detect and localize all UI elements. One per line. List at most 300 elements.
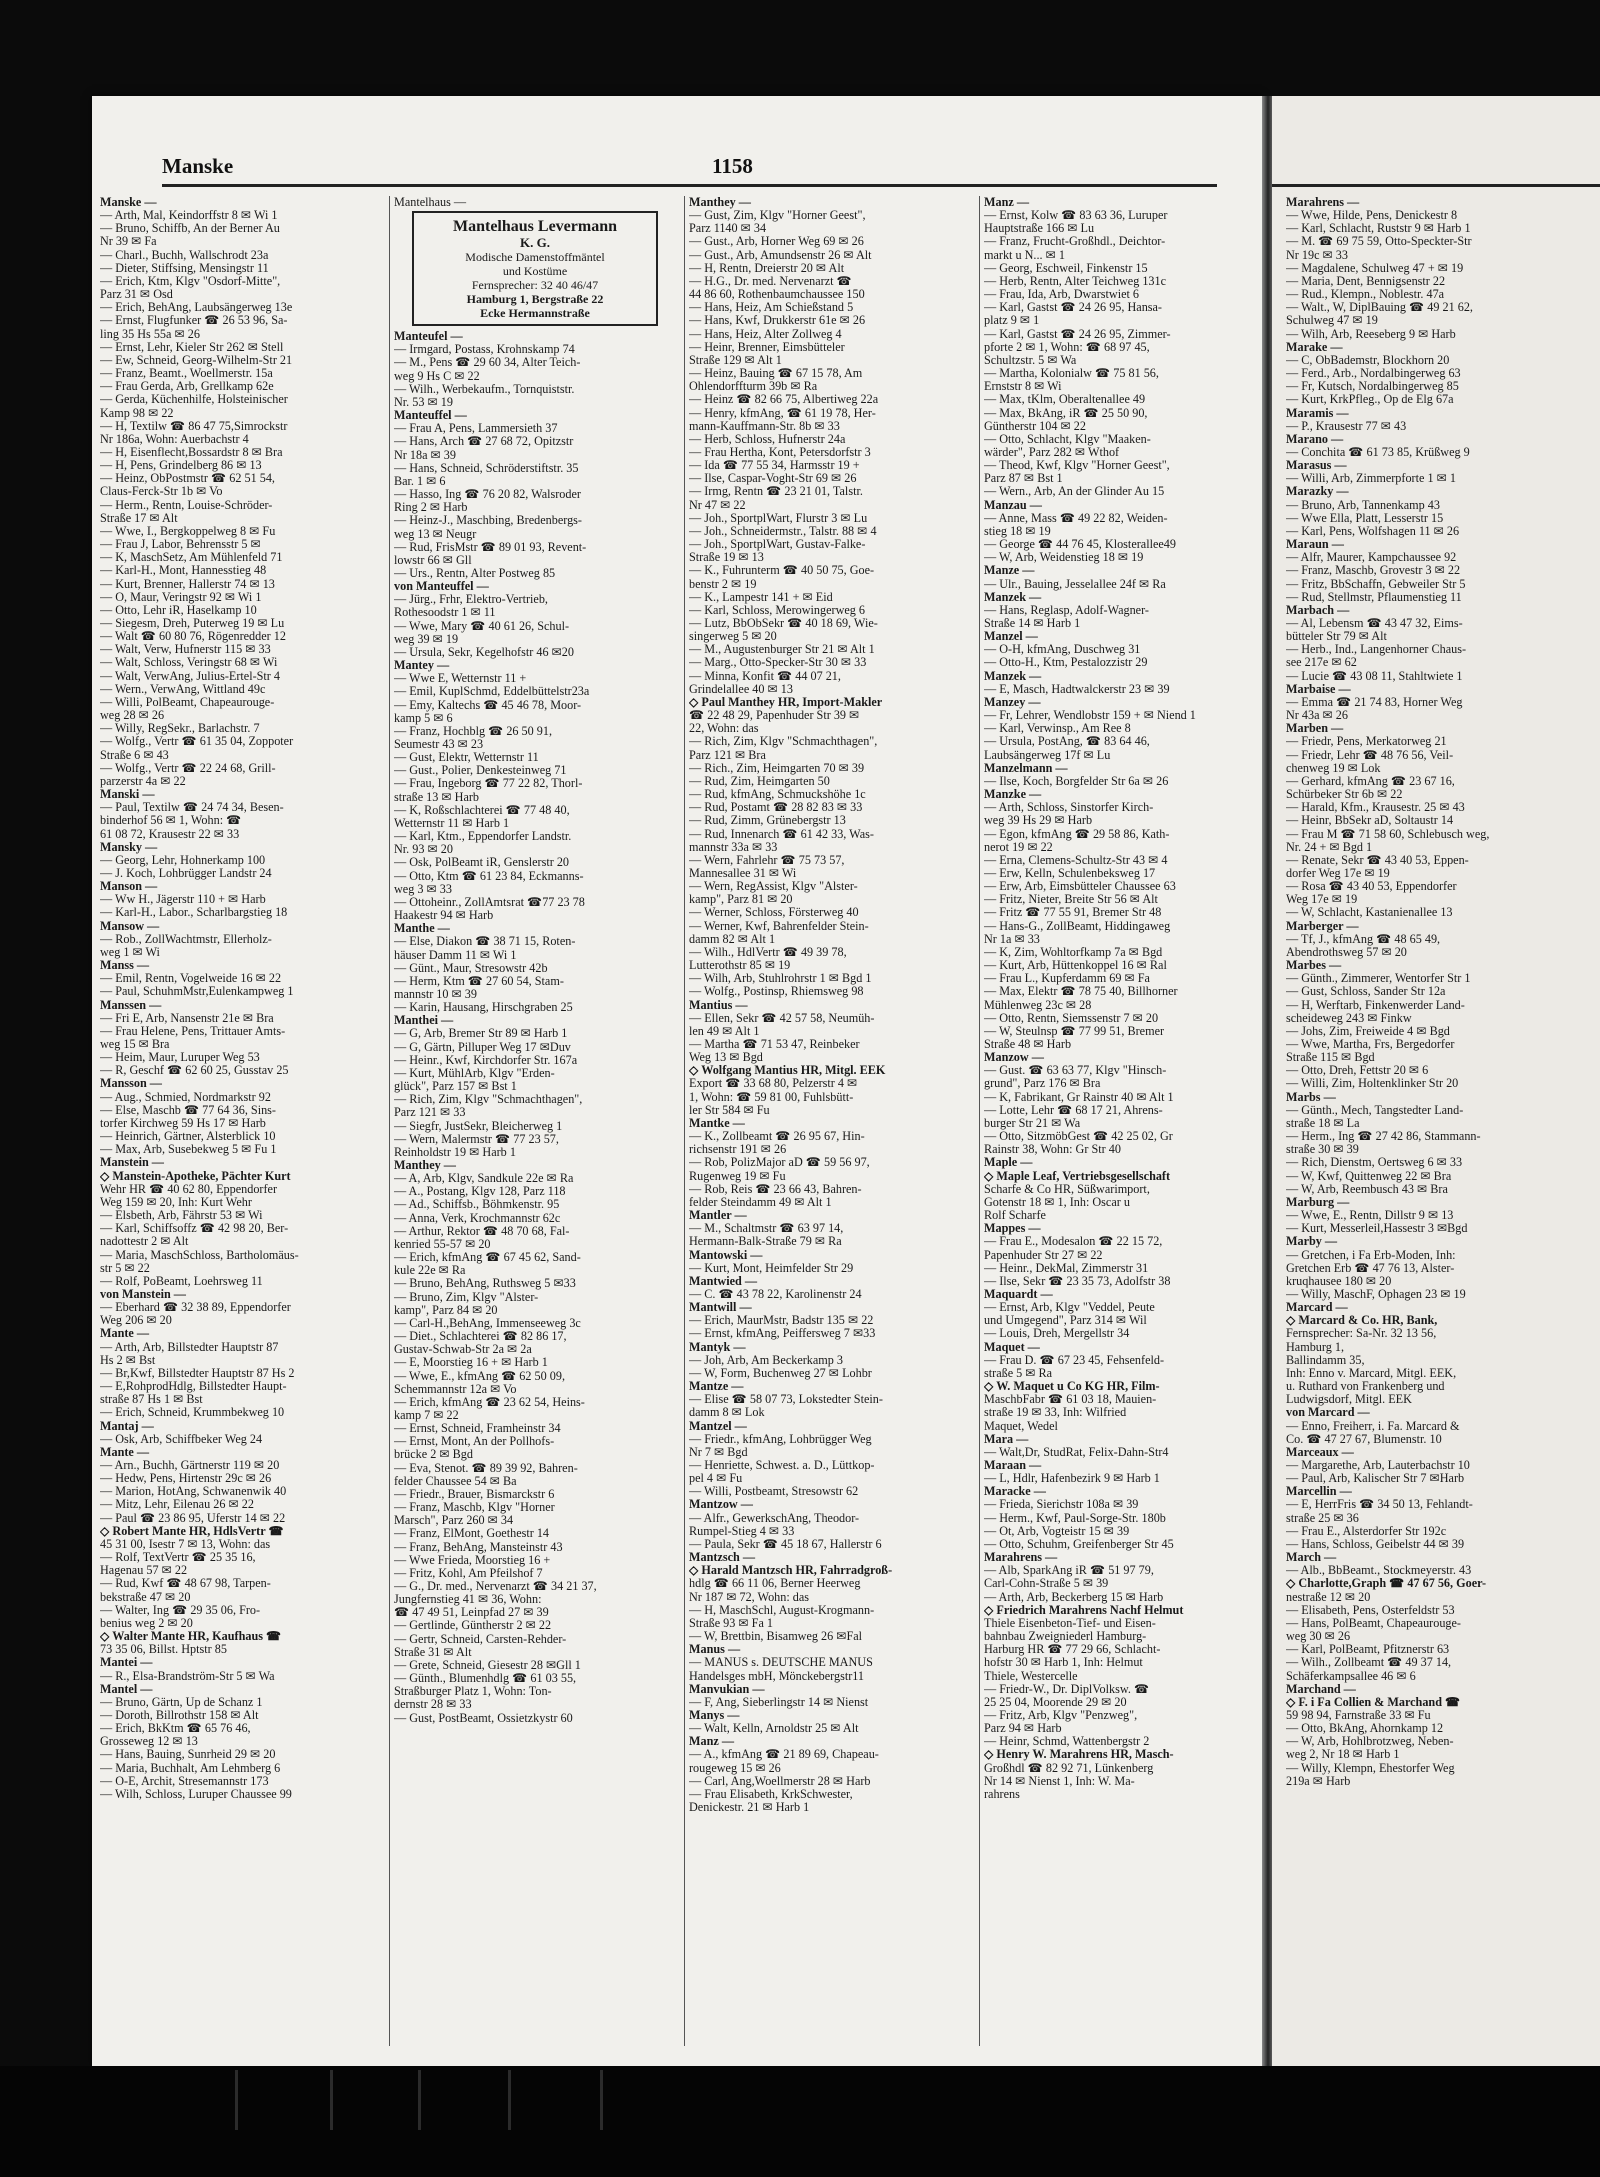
entry-line: weg 13 ✉ Neugr (394, 527, 477, 541)
entry-line: — Rud, Innenarch ☎ 61 42 33, Was- (689, 827, 874, 841)
entry-line: straße 5 ✉ Ra (984, 1366, 1053, 1380)
entry-line: Claus-Ferck-Str 1b ✉ Vo (100, 485, 223, 499)
entry-line: — Otto, Schlacht, Klgv "Maaken- (984, 432, 1151, 446)
entry-line: — Eberhard ☎ 32 38 89, Eppendorfer (100, 1301, 291, 1315)
entry-line: — Karl-H., Mont, Hannesstieg 48 (100, 564, 267, 578)
entry-line: — Fritz, BbSchaffn, Gebweiler Str 5 (1286, 577, 1466, 591)
entry-line: weg 28 ✉ 26 (100, 709, 165, 723)
entry-line: — Hans, Bauing, Sunrheid 29 ✉ 20 (100, 1748, 276, 1762)
entry-line: — Karl, Verwinsp., Am Ree 8 (984, 722, 1131, 736)
surname-heading: Maquardt — (984, 1287, 1053, 1301)
entry-line: — Arthur, Rektor ☎ 48 70 68, Fal- (394, 1224, 570, 1238)
surname-heading: Manzow — (984, 1051, 1044, 1065)
entry-line: — Heinz, ObPostmstr ☎ 62 51 54, (100, 472, 275, 486)
entry-line: — Fritz, Kohl, Am Pfeilshof 7 (394, 1566, 543, 1580)
entry-line: — Wwe, E., Rentn, Dillstr 9 ✉ 13 (1286, 1209, 1454, 1223)
entry-line: Ludwigsdorf, Mitgl. EEK (1286, 1393, 1412, 1407)
entry-line: — Erich, Ktm, Klgv "Osdorf-Mitte", (100, 274, 281, 288)
entry-line: — R, Geschf ☎ 62 60 25, Gusstav 25 (100, 1064, 289, 1078)
entry-line: — Maria, MaschSchloss, Bartholomäus- (100, 1248, 299, 1262)
entry-line: — Joh., SportplWart, Gustav-Falke- (689, 538, 866, 552)
entry-line: — Emil, Rentn, Vogelweide 16 ✉ 22 (100, 972, 282, 986)
entry-line: — Frau Gerda, Arb, Grellkamp 62e (100, 380, 274, 394)
entry-line: — Erich, kfmAng ☎ 67 45 62, Sand- (394, 1251, 581, 1265)
entry-line: hdlg ☎ 66 11 06, Berner Heerweg (689, 1577, 861, 1591)
entry-line: — Rud., Klempn., Noblestr. 47a (1286, 288, 1445, 302)
entry-line: — Günt., Maur, Stresowstr 42b (394, 961, 548, 975)
entry-line: Maquet, Wedel (984, 1419, 1058, 1433)
ad-address: Hamburg 1, Bergstraße 22 (466, 292, 604, 307)
entry-line: Inh: Enno v. Marcard, Mitgl. EEK, (1286, 1366, 1457, 1380)
entry-line: — Paul, Textilw ☎ 24 74 34, Besen- (100, 801, 284, 815)
entry-line: ◇ Charlotte,Graph ☎ 47 67 56, Goer- (1286, 1577, 1487, 1591)
entry-line: — Fr, Lehrer, Wendlobstr 159 + ✉ Niend 1 (984, 709, 1196, 723)
entry-line: — Bruno, Arb, Tannenkamp 43 (1286, 498, 1440, 512)
surname-heading: Maramis — (1286, 406, 1349, 420)
ad-line: Modische Damenstoffmäntel (465, 250, 605, 265)
entry-line: — Hans, Reglasp, Adolf-Wagner- (984, 603, 1149, 617)
entry-line: Marsch", Parz 260 ✉ 34 (394, 1514, 514, 1528)
surname-heading: von Manstein — (100, 1287, 186, 1301)
ad-kg: K. G. (520, 235, 550, 251)
entry-line: benstr 2 ✉ 19 (689, 577, 757, 591)
entry-line: — H, Rentn, Dreierstr 20 ✉ Alt (689, 261, 845, 275)
entry-line: 1, Wohn: ☎ 59 81 00, Fuhlsbütt- (689, 1090, 854, 1104)
entry-line: — G., Dr. med., Nervenarzt ☎ 34 21 37, (394, 1580, 597, 1593)
entry-line: benius weg 2 ✉ 20 (100, 1616, 193, 1630)
surname-heading: Manzelmann — (984, 761, 1068, 775)
entry-line: — Marion, HotAng, Schwanenwik 40 (100, 1485, 287, 1499)
entry-line: — Henry, kfmAng, ☎ 61 19 78, Her- (689, 406, 876, 420)
ad-phone: Fernsprecher: 32 40 46/47 (471, 278, 599, 293)
entry-line: — Gust. ☎ 63 63 77, Klgv "Hinsch- (984, 1064, 1167, 1078)
entry-line: — Franz, Maschb, Klgv "Horner (394, 1501, 555, 1515)
entry-line: — Wwe, Mary ☎ 40 61 26, Schul- (394, 619, 570, 633)
entry-line: weg 2, Nr 18 ✉ Harb 1 (1286, 1748, 1400, 1762)
entry-line: — Urs., Rentn, Alter Postweg 85 (394, 566, 556, 580)
entry-line: — Joh., SportplWart, Flurstr 3 ✉ Lu (689, 511, 868, 525)
entry-line: mann-Kauffmann-Str. 8b ✉ 33 (689, 419, 840, 433)
entry-line: — Willi, Arb, Zimmerpforte 1 ✉ 1 (1286, 472, 1456, 486)
entry-line: — H, Pens, Grindelberg 86 ✉ 13 (100, 459, 262, 473)
entry-line: — Otto, Dreh, Fettstr 20 ✉ 6 (1286, 1064, 1429, 1078)
film-mark (235, 2070, 238, 2130)
entry-line: Parz 87 ✉ Bst 1 (984, 472, 1063, 486)
entry-line: — H, Textilw ☎ 86 47 75,Simrockstr (100, 419, 288, 433)
surname-heading: Marasus — (1286, 459, 1347, 473)
entry-line: Rolf Scharfe (984, 1209, 1046, 1223)
surname-heading: Mantei — (100, 1656, 153, 1670)
entry-line: brücke 2 ✉ Bgd (394, 1448, 473, 1462)
entry-line: — Walt, Verw, Hufnerstr 115 ✉ 33 (100, 643, 271, 657)
entry-line: — Rob, Reis ☎ 23 66 43, Bahren- (689, 1182, 862, 1196)
entry-line: — G, Arb, Bremer Str 89 ✉ Harb 1 (394, 1027, 568, 1041)
entry-line: weg 15 ✉ Bra (100, 1038, 170, 1051)
entry-line: Ballindamm 35, (1286, 1353, 1365, 1367)
entry-line: Handelsges mbH, Mönckebergstr11 (689, 1669, 864, 1683)
entry-line: — Theod, Kwf, Klgv "Horner Geest", (984, 459, 1170, 473)
entry-line: — Siegesm, Dreh, Puterweg 19 ✉ Lu (100, 617, 285, 630)
entry-line: — Frau J, Labor, Behrensstr 5 ✉ (100, 538, 261, 552)
entry-line: — Wilh, Arb, Stuhlrohrstr 1 ✉ Bgd 1 (689, 972, 872, 986)
surname-heading: Manthey — (689, 196, 751, 209)
entry-line: — Wern, RegAssist, Klgv "Alster- (689, 880, 858, 894)
entry-line: — Heinr, BbSekr aD, Soltaustr 14 (1286, 814, 1454, 828)
surname-heading: von Manteuffel — (394, 580, 489, 594)
entry-line: — Hans, Kwf, Drukkerstr 61e ✉ 26 (689, 314, 866, 328)
entry-line: — Willi, PolBeamt, Chapeaurouge- (100, 695, 275, 709)
surname-heading: Manthey — (394, 1159, 456, 1172)
entry-line: — Heinr, Brenner, Eimsbütteler (689, 340, 845, 354)
entry-line: — Franz, ElMont, Goethestr 14 (394, 1527, 550, 1541)
entry-line: lowstr 66 ✉ Gll (394, 553, 472, 567)
entry-line: — Otto, Lehr iR, Haselkamp 10 (100, 603, 257, 617)
entry-line: — Georg, Eschweil, Finkenstr 15 (984, 261, 1148, 275)
surname-heading: Marano — (1286, 432, 1344, 446)
entry-line: — W, Form, Buchenweg 27 ✉ Lohbr (689, 1366, 872, 1380)
entry-line: — Otto, Schuhm, Greifenberger Str 45 (984, 1537, 1174, 1551)
entry-line: Lutterothstr 85 ✉ 19 (689, 959, 791, 973)
entry-line: — Wern., Arb, An der Glinder Au 15 (984, 485, 1165, 499)
entry-line: — Rolf, TextVertr ☎ 25 35 16, (100, 1551, 256, 1565)
entry-line: Gretchen Erb ☎ 47 76 13, Alster- (1286, 1261, 1455, 1275)
entry-line: — Ernst, Arb, Klgv "Veddel, Peute (984, 1301, 1155, 1315)
entry-line: — W, Arb, Hohlbrotzweg, Neben- (1286, 1735, 1454, 1749)
entry-line: wärder", Parz 282 ✉ Wthof (984, 445, 1120, 459)
entry-line: — Günth., Blumenhdlg ☎ 61 03 55, (394, 1672, 577, 1686)
entry-line: — Karl, Schlacht, Ruststr 9 ✉ Harb 1 (1286, 222, 1471, 236)
entry-line: — Heinr., DekMal, Zimmerstr 31 (984, 1261, 1149, 1275)
surname-heading: Marben — (1286, 722, 1344, 736)
entry-line: 45 31 00, Isestr 7 ✉ 13, Wohn: das (100, 1537, 271, 1551)
entry-line: — Gust., Arb, Amundsenstr 26 ✉ Alt (689, 248, 872, 262)
surname-heading: Manzke — (984, 788, 1042, 802)
entry-line: Parz 1140 ✉ 34 (689, 222, 767, 236)
entry-line: 73 35 06, Billst. Hptstr 85 (100, 1643, 227, 1657)
entry-line: — E, Moorstieg 16 + ✉ Harb 1 (394, 1356, 548, 1370)
entry-line: — Friedr., Brauer, Bismarckstr 6 (394, 1487, 555, 1501)
entry-line: nestraße 12 ✉ 20 (1286, 1590, 1371, 1604)
entry-line: — W, Kwf, Quittenweg 22 ✉ Bra (1286, 1169, 1452, 1183)
entry-line: bahnbau Zweigniederl Hamburg- (984, 1630, 1147, 1644)
entry-line: grund", Parz 176 ✉ Bra (984, 1077, 1101, 1091)
surname-heading: Marake — (1286, 340, 1343, 354)
surname-heading: Mantwill — (689, 1301, 752, 1315)
entry-line: Rugenweg 19 ✉ Fu (689, 1169, 786, 1183)
surname-heading: Manvukian — (689, 1682, 765, 1696)
entry-line: — Herb, Rentn, Alter Teichweg 131c (984, 274, 1167, 288)
entry-line: Gotenstr 18 ✉ 1, Inh: Oscar u (984, 1195, 1130, 1209)
entry-line: — Hedw, Pens, Hirtenstr 29c ✉ 26 (100, 1472, 272, 1486)
entry-line: Carl-Cohn-Straße 5 ✉ 39 (984, 1577, 1109, 1591)
entry-line: — Ernst, Kolw ☎ 83 63 36, Luruper (984, 209, 1168, 223)
entry-line: — Rich, Dienstm, Oertsweg 6 ✉ 33 (1286, 1156, 1463, 1170)
entry-line: — Walter, Ing ☎ 29 35 06, Fro- (100, 1603, 261, 1617)
entry-line: — A, Arb, Klgv, Sandkule 22e ✉ Ra (394, 1172, 574, 1186)
entry-line: — Tf, J., kfmAng ☎ 48 65 49, (1286, 932, 1441, 946)
surname-heading: Maraun — (1286, 538, 1344, 552)
entry-line: weg 39 ✉ 19 (394, 632, 459, 646)
column-divider (684, 196, 685, 2046)
surname-heading: Mantowski — (689, 1248, 763, 1262)
surname-heading: Maple — (984, 1156, 1033, 1170)
entry-line: — W, Schlacht, Kastanienallee 13 (1286, 906, 1453, 920)
entry-line: — Heinr., Kwf, Kirchdorfer Str. 167a (394, 1053, 578, 1067)
entry-line: felder Steindamm 49 ✉ Alt 1 (689, 1195, 832, 1209)
entry-line: kruqhausee 180 ✉ 20 (1286, 1274, 1392, 1288)
entry-line: — Aug., Schmied, Nordmarkstr 92 (100, 1090, 271, 1104)
entry-line: ◇ Walter Mante HR, Kaufhaus ☎ (100, 1630, 282, 1644)
entry-line: — Gerhard, kfmAng ☎ 23 67 16, (1286, 774, 1455, 788)
entry-line: — Erich, BehAng, Laubsängerweg 13e (100, 301, 293, 315)
entry-line: Abendrothsweg 57 ✉ 20 (1286, 945, 1407, 959)
entry-line: — Max, Arb, Susebekweg 5 ✉ Fu 1 (100, 1143, 277, 1157)
entry-line: — Elsbeth, Arb, Fährstr 53 ✉ Wi (100, 1209, 263, 1223)
entry-line: — W, Steulnsp ☎ 77 99 51, Bremer (984, 1024, 1165, 1038)
surname-heading: Manz — (984, 196, 1030, 209)
entry-line: bütteler Str 79 ✉ Alt (1286, 630, 1387, 644)
entry-line: Nr. 53 ✉ 19 (394, 395, 453, 409)
entry-line: ◇ Robert Mante HR, HdlsVertr ☎ (100, 1524, 284, 1538)
entry-line: — Paula, Sekr ☎ 45 18 67, Hallerstr 6 (689, 1537, 882, 1551)
entry-line: — M., Augustenburger Str 21 ✉ Alt 1 (689, 643, 875, 657)
entry-line: — Erw, Kelln, Schulenbeksweg 17 (984, 866, 1156, 880)
entry-line: — Franz, Frucht-Großhdl., Deichtor- (984, 235, 1166, 249)
entry-line: — Willi, Zim, Holtenklinker Str 20 (1286, 1077, 1459, 1091)
entry-line: — Kurt, Mont, Heimfelder Str 29 (689, 1261, 854, 1275)
surname-heading: Mante — (100, 1445, 150, 1459)
entry-line: — Rich., Zim, Heimgarten 70 ✉ 39 (689, 761, 865, 775)
surname-heading: Mantel — (100, 1682, 153, 1696)
entry-line: — Walt, VerwAng, Julius-Ertel-Str 4 (100, 669, 281, 683)
entry-line: — M., Schaltmstr ☎ 63 97 14, (689, 1222, 844, 1236)
entry-line: Co. ☎ 47 27 67, Blumenstr. 10 (1286, 1432, 1442, 1446)
entry-line: — Hans, Schneid, Schröderstiftstr. 35 (394, 461, 579, 475)
column-2 (394, 196, 679, 2056)
entry-line: dorfer Weg 17e ✉ 19 (1286, 866, 1390, 880)
entry-line: Nr 19c ✉ 33 (1286, 248, 1348, 262)
surname-heading: Mantaj — (100, 1419, 154, 1433)
entry-line: — Elisabeth, Pens, Osterfeldstr 53 (1286, 1603, 1455, 1617)
entry-line: — Rich, Zim, Klgv "Schmachthagen", (394, 1093, 583, 1107)
entry-line: häuser Damm 11 ✉ Wi 1 (394, 948, 517, 962)
entry-line: — Arn., Buchh, Gärtnerstr 119 ✉ 20 (100, 1459, 280, 1472)
header-rule (1272, 184, 1600, 187)
entry-line: — Wilh, Arb, Reeseberg 9 ✉ Harb (1286, 327, 1456, 341)
surname-heading: Marahrens — (984, 1551, 1058, 1565)
entry-line: — Else, Diakon ☎ 38 71 15, Roten- (394, 935, 576, 949)
entry-line: — Heinz-J., Maschbing, Bredenbergs- (394, 514, 582, 528)
entry-line: — Karl, Gastst ☎ 24 26 95, Hansa- (984, 301, 1162, 315)
entry-line: nadottestr 2 ✉ Alt (100, 1235, 189, 1249)
surname-heading: Mantzow — (689, 1498, 753, 1512)
entry-line: Mannesallee 31 ✉ Wi (689, 866, 797, 880)
entry-line: — Wilh., HdlVertr ☎ 49 39 78, (689, 945, 847, 959)
entry-line: — Mitz, Lehr, Eilenau 26 ✉ 22 (100, 1498, 254, 1512)
entry-line: Thiele Eisenbeton-Tief- und Eisen- (984, 1616, 1156, 1630)
entry-line: 219a ✉ Harb (1286, 1774, 1351, 1788)
entry-line: — Hans, Arch ☎ 27 68 72, Opitzstr (394, 435, 574, 449)
entry-line: len 49 ✉ Alt 1 (689, 1024, 760, 1038)
entry-line: Weg 159 ✉ 20, Inh: Kurt Wehr (100, 1195, 252, 1209)
entry-line: — Rud, Zimm, Grünebergstr 13 (689, 814, 846, 828)
entry-line: — Otto, BkAng, Ahornkamp 12 (1286, 1722, 1444, 1736)
entry-line: — Alb., BbBeamt., Stockmeyerstr. 43 (1286, 1564, 1472, 1578)
entry-line: Denickestr. 21 ✉ Harb 1 (689, 1801, 810, 1815)
entry-line: kamp 5 ✉ 6 (394, 711, 453, 725)
entry-line: str 5 ✉ 22 (100, 1261, 150, 1275)
entry-line: — Werner, Schloss, Försterweg 40 (689, 906, 859, 920)
entry-line: felder Chaussee 54 ✉ Ba (394, 1474, 517, 1488)
entry-line: — Irmg, Rentn ☎ 23 21 01, Talstr. (689, 485, 863, 499)
entry-line: — Günth., Zimmerer, Wentorfer Str 1 (1286, 972, 1471, 986)
entry-line: — Paul, Arb, Kalischer Str 7 ✉Harb (1286, 1472, 1465, 1486)
entry-line: — H.G., Dr. med. Nervenarzt ☎ (689, 274, 852, 288)
entry-line: weg 3 ✉ 33 (394, 882, 452, 896)
entry-line: — K, MaschSetz, Am Mühlenfeld 71 (100, 551, 283, 565)
entry-line: — Wilh., Zollbeamt ☎ 49 37 14, (1286, 1656, 1452, 1670)
entry-line: — Wwe Ella, Platt, Lesserstr 15 (1286, 511, 1444, 525)
entry-line: — Rosa ☎ 43 40 53, Eppendorfer (1286, 880, 1457, 894)
entry-line: — Wolfg., Vertr ☎ 22 24 68, Grill- (100, 761, 276, 775)
surname-heading: Manteufel — (394, 330, 463, 344)
entry-line: kamp 7 ✉ 22 (394, 1408, 459, 1422)
entry-line: Nr 186a, Wohn: Auerbachstr 4 (100, 432, 249, 446)
surname-heading: Mantler — (689, 1209, 747, 1223)
entry-line: — Ulr., Bauing, Jesselallee 24f ✉ Ra (984, 577, 1166, 591)
entry-line: — O, Maur, Veringstr 92 ✉ Wi 1 (100, 590, 262, 604)
entry-line: — Walt, Kelln, Arnoldstr 25 ✉ Alt (689, 1722, 859, 1736)
entry-line: — Hans, Heiz, Alter Zollweg 4 (689, 327, 842, 341)
entry-line: — E, HerrFris ☎ 34 50 13, Fehlandt- (1286, 1498, 1473, 1512)
entry-line: — Maria, Dent, Bennigsenstr 22 (1286, 274, 1446, 288)
entry-line: — Franz, Hochblg ☎ 26 50 91, (394, 724, 553, 738)
entry-line: — K, Zim, Wohltorfkamp 7a ✉ Bgd (984, 945, 1163, 959)
advertisement-box (412, 211, 658, 326)
entry-line: — Friedr, Lehr ☎ 48 76 56, Veil- (1286, 748, 1454, 762)
entry-line: — H, Werftarb, Finkenwerder Land- (1286, 998, 1465, 1012)
surname-heading: Mappes — (984, 1222, 1041, 1236)
page-number: 1158 (712, 154, 753, 178)
entry-line: see 217e ✉ 62 (1286, 656, 1357, 670)
entry-line: 22, Wohn: das (689, 722, 759, 736)
entry-line: — Irmgard, Postass, Krohnskamp 74 (394, 343, 575, 357)
entry-line: ◇ Henry W. Marahrens HR, Masch- (984, 1748, 1174, 1762)
entry-line: parzerstr 4a ✉ 22 (100, 774, 186, 788)
entry-line: — Frau E., Modesalon ☎ 22 15 72, (984, 1235, 1163, 1249)
entry-line: — Wolfg., Vertr ☎ 61 35 04, Zoppoter (100, 735, 294, 749)
facing-page (1272, 96, 1600, 2066)
entry-line: — George ☎ 44 76 45, Klosterallee49 (984, 538, 1176, 552)
entry-line: Schemmannstr 12a ✉ Vo (394, 1382, 517, 1396)
entry-line: Kamp 98 ✉ 22 (100, 406, 174, 420)
entry-line: Nr. 24 + ✉ Bgd 1 (1286, 840, 1373, 854)
ad-address: Ecke Hermannstraße (480, 306, 590, 321)
entry-line: — Magdalene, Schulweg 47 + ✉ 19 (1286, 261, 1464, 275)
entry-line: Ohlendorffturm 39b ✉ Ra (689, 380, 818, 394)
entry-line: dernstr 28 ✉ 33 (394, 1698, 472, 1712)
entry-line: — Ernst, kfmAng, Peiffersweg 7 ✉33 (689, 1327, 876, 1341)
entry-line: Straße 93 ✉ Fa 1 (689, 1616, 774, 1630)
entry-line: — Ew, Schneid, Georg-Wilhelm-Str 21 (100, 353, 293, 367)
entry-line: weg 1 ✉ Wi (100, 945, 160, 959)
entry-line: Ring 2 ✉ Harb (394, 501, 468, 515)
entry-line: ◇ Harald Mantzsch HR, Fahrradgroß- (689, 1564, 893, 1578)
entry-line: Papenhuder Str 27 ✉ 22 (984, 1248, 1103, 1262)
entry-line: — Willy, MaschF, Ophagen 23 ✉ 19 (1286, 1287, 1466, 1301)
surname-heading: Mantzsch — (689, 1551, 756, 1565)
entry-line: scheideweg 243 ✉ Finkw (1286, 1011, 1412, 1025)
entry-line: — Ilse, Koch, Borgfelder Str 6a ✉ 26 (984, 774, 1169, 788)
entry-line: — Anne, Mass ☎ 49 22 82, Weiden- (984, 511, 1168, 525)
entry-line: — Fr, Kutsch, Nordalbingerweg 85 (1286, 380, 1459, 394)
entry-line: — Ernst, Mont, An der Pollhofs- (394, 1435, 555, 1449)
entry-line: straße 18 ✉ La (1286, 1116, 1360, 1130)
entry-line: Parz 94 ✉ Harb (984, 1722, 1062, 1736)
entry-line: hofstr 30 ✉ Harb 1, Inh: Helmut (984, 1656, 1143, 1670)
entry-line: Nr 39 ✉ Fa (100, 235, 157, 249)
entry-line: — Frau L., Kupferdamm 69 ✉ Fa (984, 972, 1150, 986)
entry-line: — Ernst, Flugfunker ☎ 26 53 96, Sa- (100, 314, 288, 328)
entry-line: — Al, Lebensm ☎ 43 47 32, Eims- (1286, 617, 1463, 630)
entry-line: — Alb, SparkAng iR ☎ 51 97 79, (984, 1564, 1154, 1578)
entry-line: Ernststr 8 ✉ Wi (984, 380, 1062, 394)
entry-line: 61 08 72, Krausestr 22 ✉ 33 (100, 827, 240, 841)
entry-line: mannstr 10 ✉ 39 (394, 987, 477, 1001)
entry-line: — W, Arb, Reembusch 43 ✉ Bra (1286, 1182, 1448, 1196)
surname-heading: Marcellin — (1286, 1485, 1352, 1499)
entry-line: — Franz, BehAng, Mansteinstr 43 (394, 1540, 563, 1554)
surname-heading: Manzek — (984, 590, 1042, 604)
entry-line: Parz 121 ✉ Bra (689, 748, 766, 762)
entry-line: — Arth, Arb, Billstedter Hauptstr 87 (100, 1340, 279, 1354)
entry-line: — Georg, Lehr, Hohnerkamp 100 (100, 853, 266, 867)
entry-line: burger Str 21 ✉ Wa (984, 1116, 1081, 1130)
entry-line: ◇ Paul Manthey HR, Import-Makler (689, 695, 883, 709)
entry-line: — Jürg., Frhr, Elektro-Vertrieb, (394, 593, 548, 607)
header-rule (162, 184, 1217, 187)
entry-line: — Max, BkAng, iR ☎ 25 50 90, (984, 406, 1148, 420)
surname-heading: Mante — (100, 1327, 150, 1341)
entry-line: Parz 31 ✉ Osd (100, 288, 173, 302)
entry-line: ◇ Friedrich Marahrens Nachf Helmut (984, 1603, 1184, 1617)
entry-line: — Maria, Buchhalt, Am Lehmberg 6 (100, 1761, 281, 1775)
entry-line: — Carl-H.,BehAng, Immenseeweg 3c (394, 1316, 581, 1330)
surname-heading: Mansky — (100, 840, 158, 854)
surname-heading: Maraan — (984, 1459, 1042, 1472)
directory-page (92, 96, 1262, 2066)
surname-heading: von Marcard — (1286, 1406, 1370, 1420)
entry-line: Straße 115 ✉ Bgd (1286, 1051, 1375, 1065)
entry-line: — Louis, Dreh, Mergellstr 34 (984, 1327, 1130, 1341)
entry-line: — Lucie ☎ 43 08 11, Stahltwiete 1 (1286, 669, 1463, 683)
entry-line: — Karl, Ktm., Eppendorfer Landstr. (394, 830, 572, 844)
entry-line: — Emma ☎ 21 74 83, Horner Weg (1286, 695, 1463, 709)
entry-line: — Ernst, Schneid, Framheinstr 34 (394, 1422, 561, 1436)
entry-line: — Enno, Freiherr, i. Fa. Marcard & (1286, 1419, 1460, 1433)
entry-line: — Karl, PolBeamt, Pfitznerstr 63 (1286, 1643, 1450, 1657)
entry-line: Schultzstr. 5 ✉ Wa (984, 353, 1077, 367)
entry-line: Schulweg 47 ✉ 19 (1286, 314, 1378, 328)
surname-heading: Manzau — (984, 498, 1042, 512)
entry-line: weg 39 Hs 29 ✉ Harb (984, 814, 1093, 828)
entry-line: — Dieter, Stiffsing, Mensingstr 11 (100, 261, 269, 275)
entry-line: Harburg HR ☎ 77 29 66, Schlacht- (984, 1643, 1161, 1657)
entry-line: Schürbeker Str 6b ✉ 22 (1286, 788, 1403, 802)
entry-line: — F, Ang, Sieberlingstr 14 ✉ Nienst (689, 1695, 869, 1709)
entry-line: — Renate, Sekr ☎ 43 40 53, Eppen- (1286, 853, 1469, 867)
entry-line: torfer Kirchweg 59 Hs 17 ✉ Harb (100, 1116, 266, 1130)
